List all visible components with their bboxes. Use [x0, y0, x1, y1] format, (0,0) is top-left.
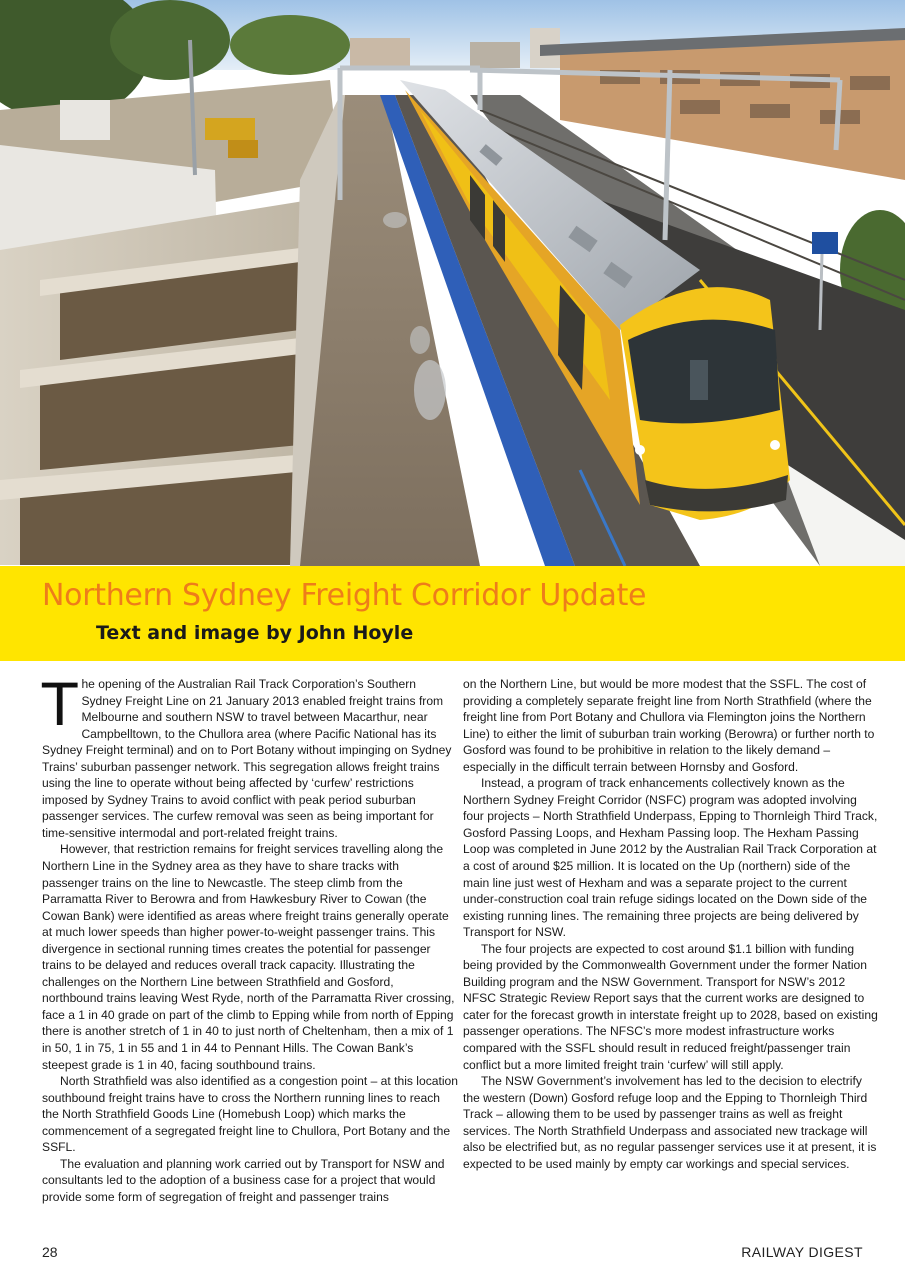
article-paragraph: The NSW Government’s involvement has led to the decision to electrify the western (Down) Gosford refuge loop and the Epping to Thornleigh Third Track – allowing them to be used by passenger trains as well as freight services. The North Strathfield Underpass and associated new trackage will also be electrified but, as no regular passenger services use it at present, it is expected to be used mainly by empty car workings and special services.	[463, 1074, 877, 1171]
magazine-name: RAILWAY DIGEST	[741, 1244, 863, 1260]
article-paragraph: on the Northern Line, but would be more modest that the SSFL. The cost of providing a completely separate freight line from North Strathfield (where the freight line from Port Botany and Chullora via Flemington joins the Northern Line) to either the limit of suburban train working (Berowra) or further north to Gosford was found to be prohibitive in relation to the likely demand – especially in the difficult terrain between Hornsby and Gosford.	[463, 677, 875, 774]
article-paragraph: The four projects are expected to cost around $1.1 billion with funding being provided by the Commonwealth Government under the former Nation Building program and the NSW Government. Transport for NSW’s 2012 NFSC Strategic Review Report says that the current works are designed to cater for the forecast growth in interstate freight up to 2028, based on existing passenger operations. The NFSC’s more modest infrastructure works compared with the SSFL should result in reduced freight/passenger train conflict but a more limited freight train ‘curfew’ will still apply.	[463, 941, 878, 1072]
train-construction-photo	[0, 0, 905, 566]
drop-cap: T	[42, 671, 78, 739]
article-column-right	[463, 676, 879, 1172]
article-column-left	[42, 671, 458, 1206]
article-byline: Text and image by John Hoyle	[96, 622, 414, 644]
cover-photo	[0, 0, 905, 566]
article-paragraph: The opening of the Australian Rail Track Corporation’s Southern Sydney Freight Line on 21 January 2013 enabled freight trains from Melbourne and southern NSW to travel between Macarthur, near Campbelltown, to the Chullora area (where Pacific National has its Sydney Freight terminal) and on to Port Botany without impinging on Sydney Trains’ suburban passenger network. This segregation allows freight trains using the line to operate without being affected by ‘curfew’ restrictions imposed by Sydney Trains to avoid conflict with peak period suburban passenger services. The curfew removal was seen as being important for time-sensitive intermodal and port-related freight trains.	[42, 671, 452, 840]
page-number: 28	[42, 1244, 58, 1260]
article-paragraph: The evaluation and planning work carried out by Transport for NSW and consultants led to the adoption of a business case for a project that would provide some form of segregation of freight and passenger trains	[42, 1156, 445, 1204]
article-title: Northern Sydney Freight Corridor Update	[42, 578, 647, 613]
article-paragraph: However, that restriction remains for freight services travelling along the Northern Line in the Sydney area as they have to share tracks with passenger trains on the line to Newcastle. The steep climb from the Parramatta River to Berowra and from Hawkesbury River to Cowan (the Cowan Bank) were identified as areas where freight trains generally operate at much lower speeds than higher power-to-weight passenger trains. This divergence in sectional running times creates the potential for passenger trains to be delayed and reduces overall track capacity. Illustrating the challenges on the Northern Line between Strathfield and Gosford, northbound trains leaving West Ryde, north of the Parramatta River crossing, face a 1 in 40 grade on part of the climb to Epping while from north of Epping there is another stretch of 1 in 40 to just north of Cheltenham, then a mix of 1 in 50, 1 in 75, 1 in 55 and 1 in 44 to Pennant Hills. The Cowan Bank’s steepest grade is 1 in 40, facing southbound trains.	[42, 842, 455, 1072]
article-paragraph: North Strathfield was also identified as a congestion point – at this location southbound freight trains have to cross the Northern running lines to reach the North Strathfield Goods Line (Homebush Loop) which marks the commencement of a segregated freight line to Chullora, Port Botany and the SSFL.	[42, 1074, 458, 1155]
article-paragraph: Instead, a program of track enhancements collectively known as the Northern Sydney Freight Corridor (NSFC) program was adopted involving four projects – North Strathfield Underpass, Epping to Thornleigh Third Track, Gosford Passing Loops, and Hexham Passing loop. The Hexham Passing Loop was completed in June 2012 by the Australian Rail Track Corporation at a cost of around $25 million. It is located on the Up (northern) side of the main line just west of Hexham and was a separate project to the current under-construction coal train refuge sidings located on the Down side of the existing running lines. The remaining three projects are being delivered by Transport for NSW.	[463, 776, 878, 940]
title-band	[0, 566, 905, 661]
